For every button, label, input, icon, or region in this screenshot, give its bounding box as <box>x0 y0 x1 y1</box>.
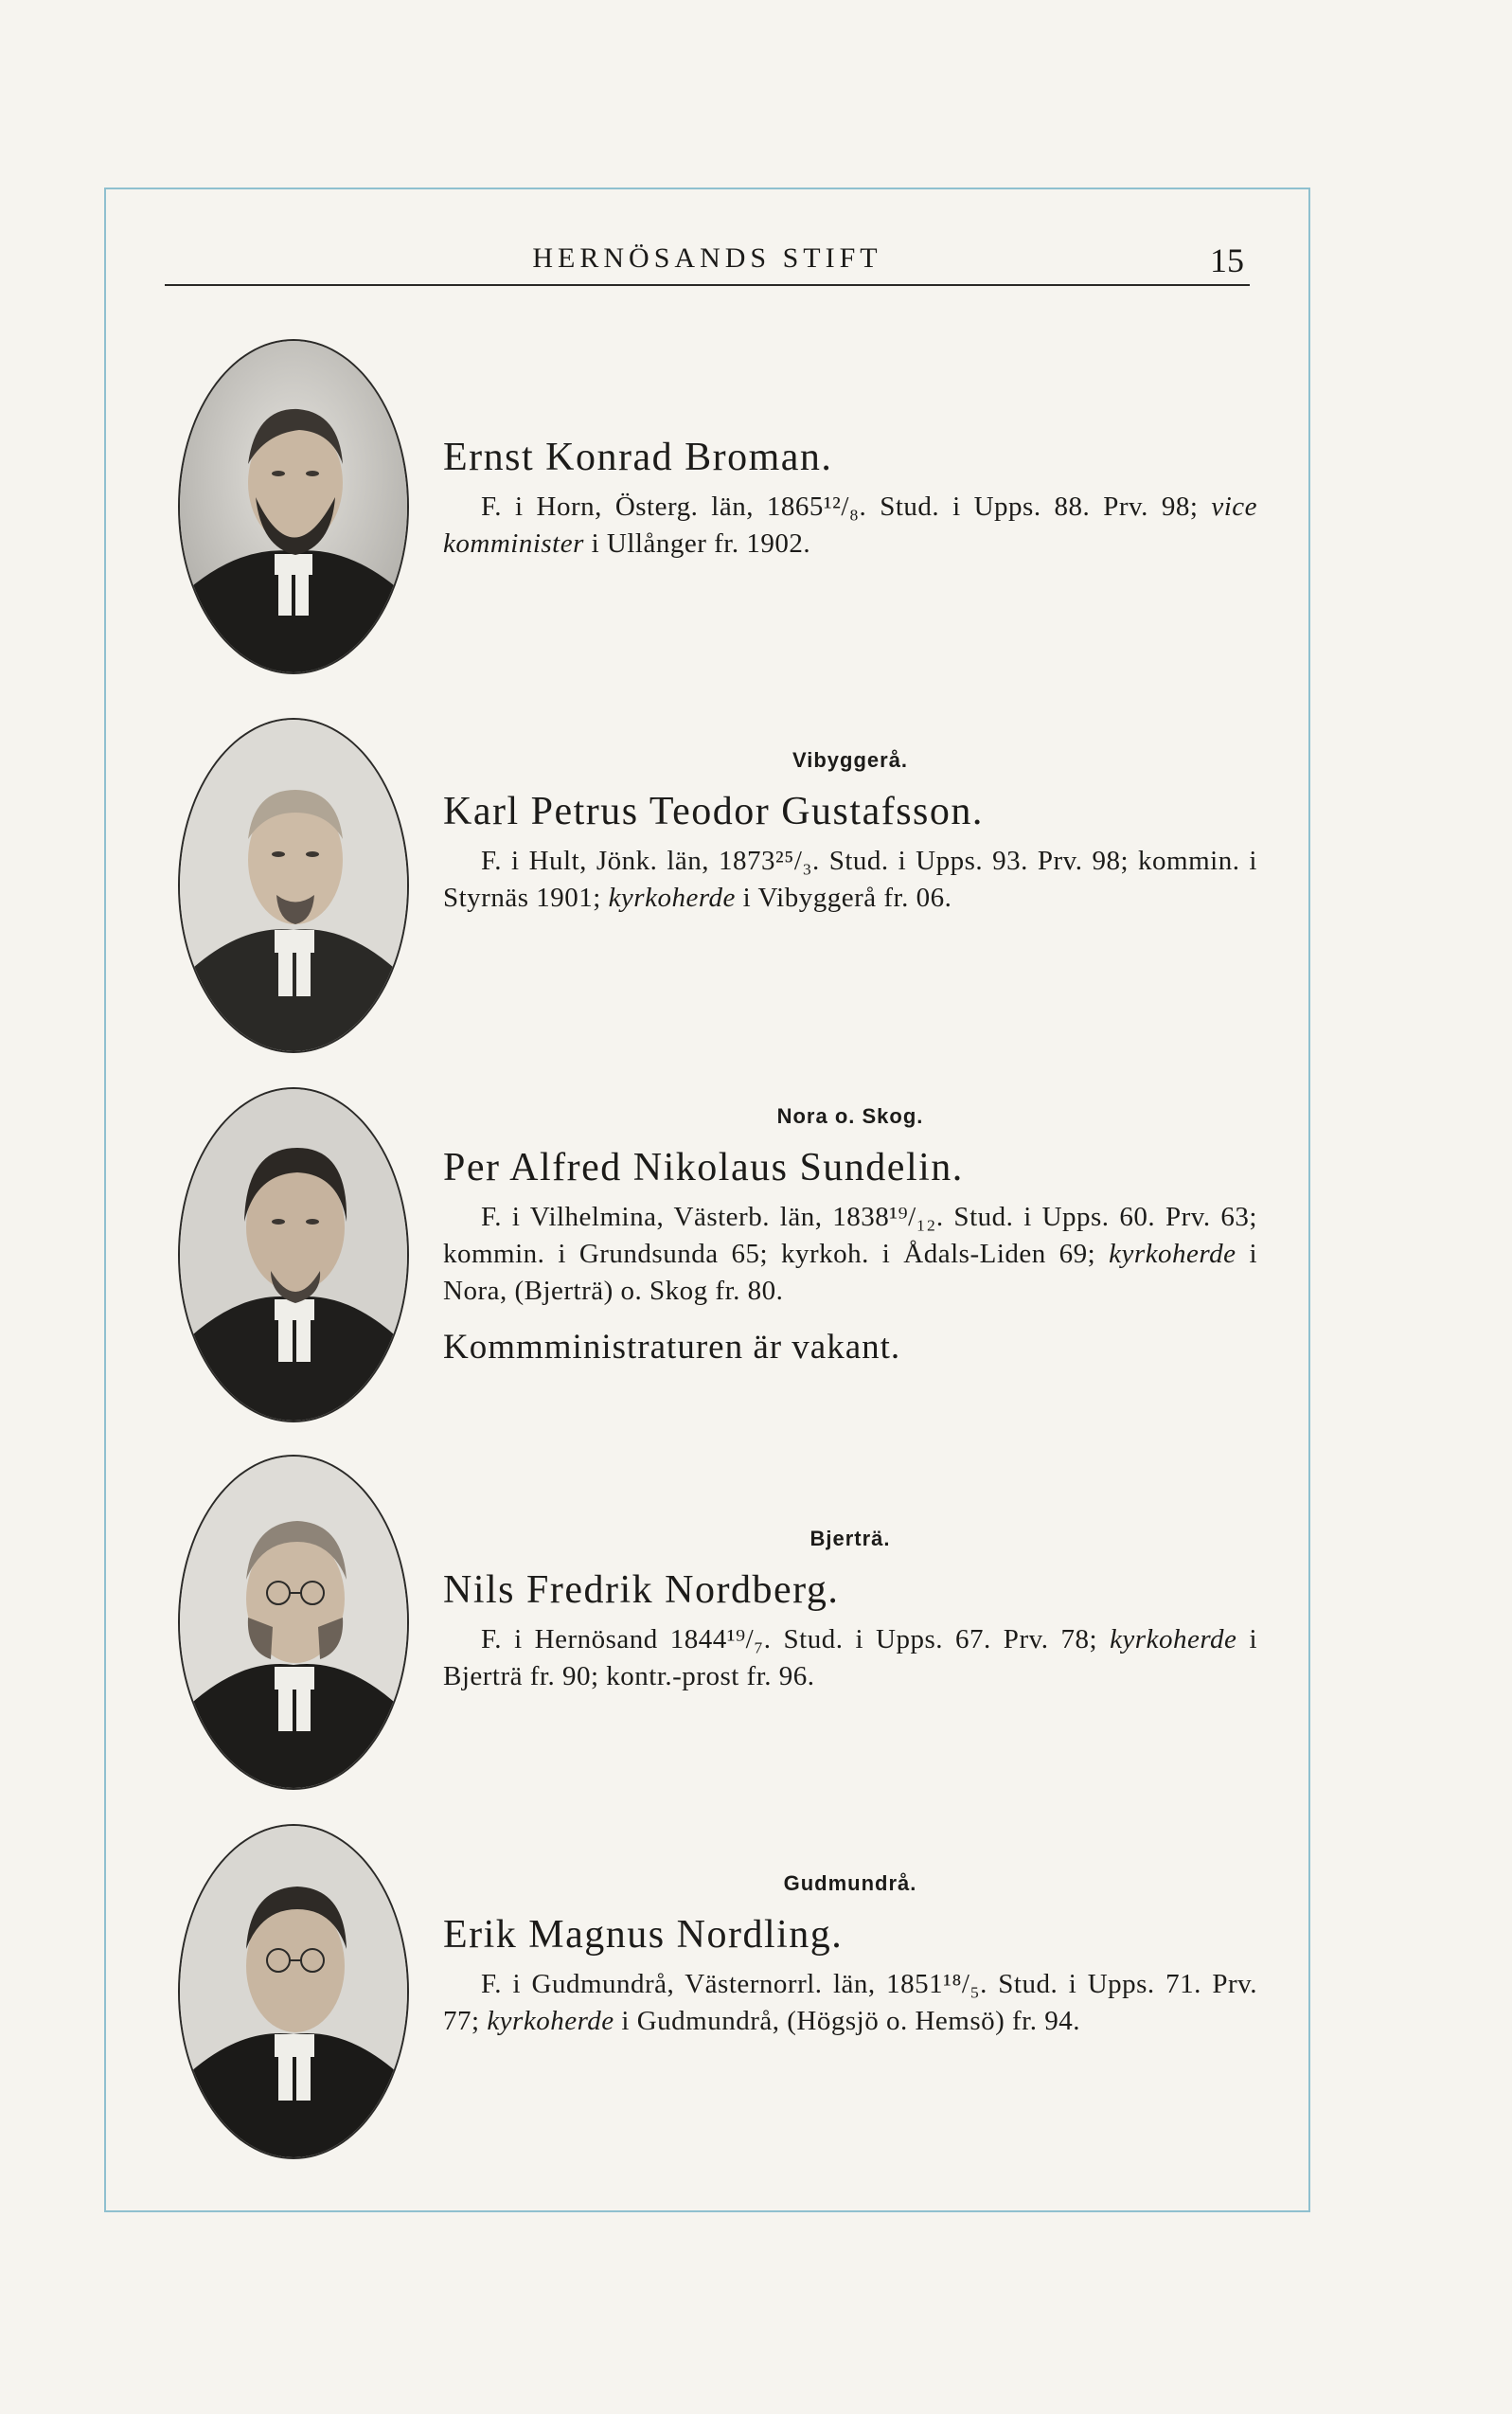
parish-heading: Bjerträ. <box>809 1527 891 1550</box>
running-title: HERNÖSANDS STIFT <box>532 242 882 274</box>
page-header <box>165 237 1250 286</box>
portrait-photo-nordberg <box>178 1455 409 1790</box>
portrait-photo-gustafsson <box>178 718 409 1053</box>
portrait-photo-sundelin <box>178 1087 409 1422</box>
clergy-name: Per Alfred Nikolaus Sundelin. <box>443 1146 964 1189</box>
portrait-image <box>180 1457 407 1788</box>
biography-entry-sundelin <box>443 1104 1257 1368</box>
biography-text: F. i Gudmundrå, Västernorrl. län, 1851¹⁸/₅. Stud. i Upps. 71. Prv. 77; kyrkoherde i Gudmundrå, (Högsjö o. Hemsö) fr. 94. <box>443 1969 1257 2037</box>
biography-text: F. i Hult, Jönk. län, 1873²⁵/₃. Stud. i Upps. 93. Prv. 98; kommin. i Styrnäs 1901; kyrkoherde i Vibyggerå fr. 06. <box>443 846 1257 914</box>
portrait-photo-nordling <box>178 1824 409 2159</box>
vacancy-note: Kommministraturen är vakant. <box>443 1328 901 1368</box>
portrait-image <box>180 1826 407 2157</box>
biography-text: F. i Hernösand 1844¹⁹/₇. Stud. i Upps. 67. Prv. 78; kyrkoherde i Bjerträ fr. 90; kontr.-prost fr. 96. <box>443 1624 1257 1692</box>
biography-text: F. i Horn, Österg. län, 1865¹²/₈. Stud. i Upps. 88. Prv. 98; vice komminister i Ullånger fr. 1902. <box>443 492 1257 560</box>
biography-text: F. i Vilhelmina, Västerb. län, 1838¹⁹/₁₂. Stud. i Upps. 60. Prv. 63; kommin. i Grundsunda 65; kyrkoh. i Ådals-Liden 69; kyrkoherde i Nora, (Bjerträ) o. Skog fr. 80. <box>443 1202 1257 1307</box>
parish-heading: Vibyggerå. <box>792 748 909 772</box>
portrait-image <box>180 1089 407 1421</box>
parish-heading: Gudmundrå. <box>783 1871 917 1895</box>
clergy-name: Nils Fredrik Nordberg. <box>443 1568 840 1612</box>
biography-entry-nordberg <box>443 1527 1257 1695</box>
biography-entry-broman <box>443 436 1257 563</box>
biography-entry-nordling <box>443 1871 1257 2040</box>
clergy-name: Karl Petrus Teodor Gustafsson. <box>443 790 984 833</box>
portrait-image <box>180 341 407 672</box>
portrait-image <box>180 720 407 1051</box>
parish-heading: Nora o. Skog. <box>776 1104 924 1128</box>
clergy-name: Ernst Konrad Broman. <box>443 436 833 479</box>
clergy-name: Erik Magnus Nordling. <box>443 1913 844 1957</box>
page-number: 15 <box>1210 241 1244 279</box>
portrait-photo-broman <box>178 339 409 674</box>
biography-entry-gustafsson <box>443 748 1257 917</box>
